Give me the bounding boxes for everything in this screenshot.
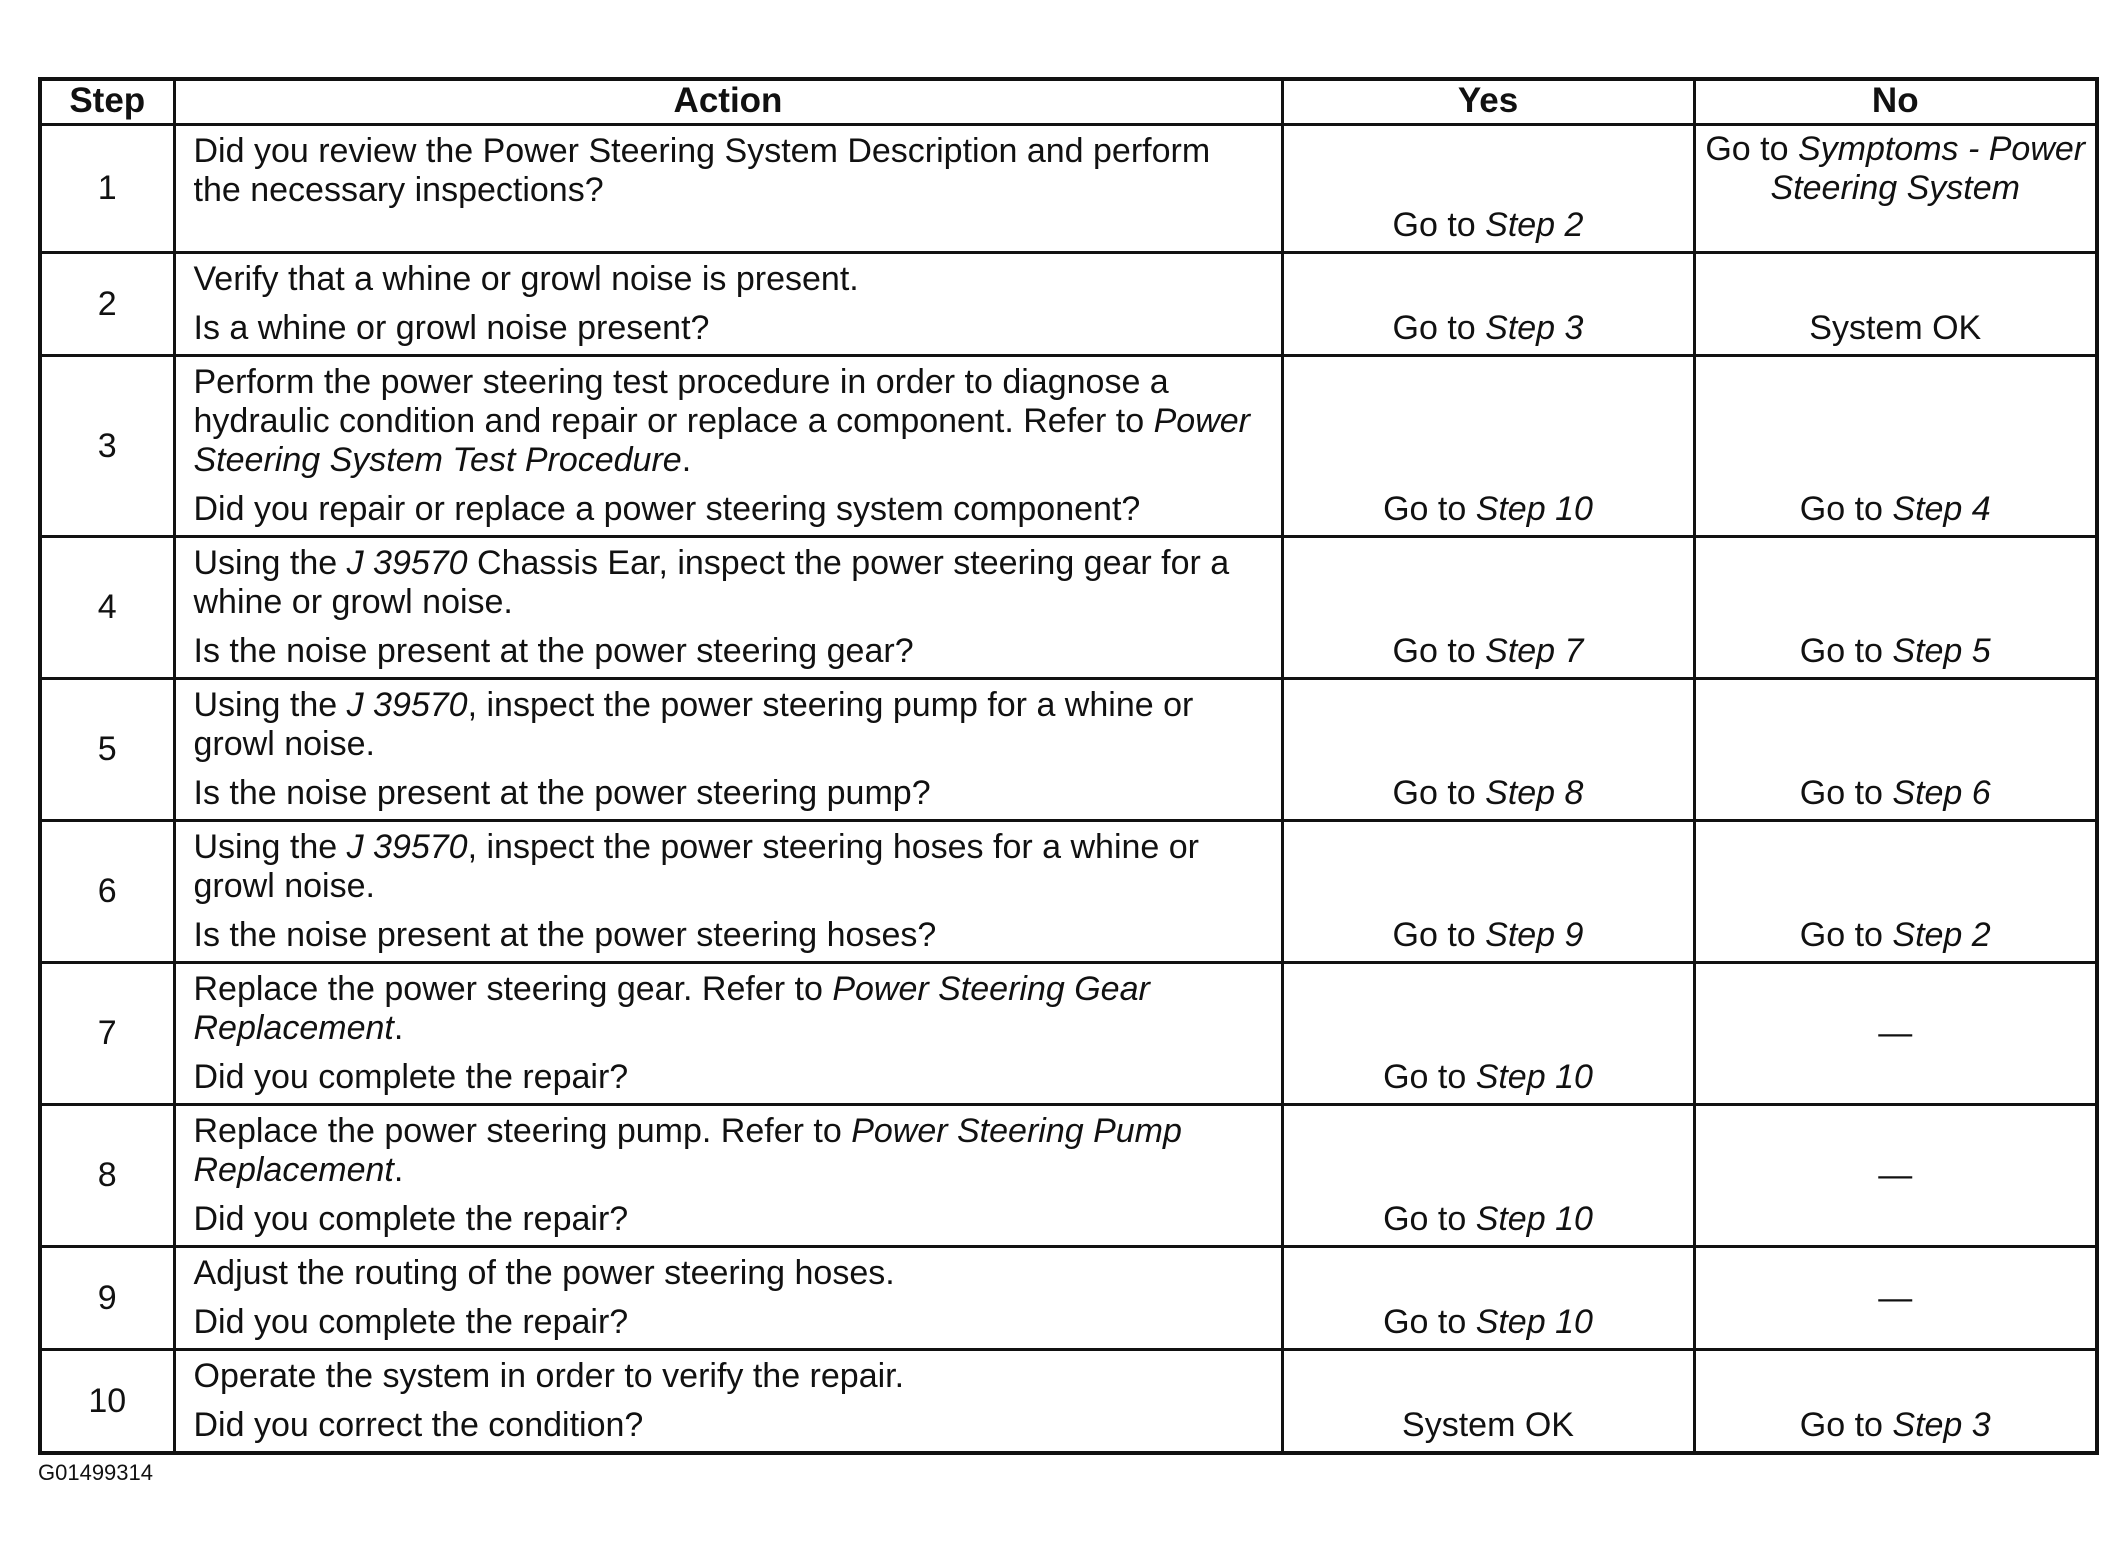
text-run: Replace the power steering pump. Refer to — [193, 1112, 852, 1150]
no-result — [1694, 356, 2097, 537]
action-cell — [174, 253, 1282, 356]
header-action: Action — [174, 79, 1282, 125]
text-run: , inspect the power steering hoses for a whine or growl noise. — [193, 828, 1199, 905]
action-paragraph — [194, 544, 1267, 622]
action-paragraph — [194, 309, 1267, 348]
action-cell — [174, 1247, 1282, 1350]
action-paragraph — [194, 1357, 1267, 1396]
text-run: Go to — [1392, 632, 1486, 670]
action-paragraph — [194, 490, 1267, 529]
italic-reference: Step 10 — [1475, 1303, 1593, 1341]
action-paragraph — [194, 1303, 1267, 1342]
action-cell — [174, 125, 1282, 253]
no-result — [1694, 1350, 2097, 1454]
action-cell — [174, 679, 1282, 821]
text-run: Did you complete the repair? — [193, 1303, 629, 1341]
header-step: Step — [40, 79, 174, 125]
action-paragraph — [194, 260, 1267, 299]
table-row — [40, 125, 2097, 253]
action-paragraph — [194, 1254, 1267, 1293]
text-run: Is the noise present at the power steering gear? — [193, 632, 914, 670]
text-run: Did you complete the repair? — [193, 1200, 629, 1238]
yes-result — [1282, 356, 1694, 537]
no-result — [1694, 125, 2097, 253]
text-run: Using the — [193, 828, 347, 866]
dash-mark: — — [1878, 1014, 1913, 1052]
yes-result — [1282, 1105, 1694, 1247]
table-row — [40, 1247, 2097, 1350]
text-run: . — [681, 441, 692, 479]
no-result — [1694, 1247, 2097, 1350]
step-number: 8 — [40, 1105, 174, 1247]
yes-result — [1282, 963, 1694, 1105]
step-number: 1 — [40, 125, 174, 253]
text-run: . — [393, 1009, 404, 1047]
diagnostic-table — [38, 77, 2099, 1455]
text-run: . — [393, 1151, 404, 1189]
dash-mark: — — [1878, 1156, 1913, 1194]
text-run: Did you review the Power Steering System Description and perform the necessary inspections? — [193, 132, 1211, 209]
action-paragraph — [194, 1200, 1267, 1239]
table-row — [40, 537, 2097, 679]
text-run: Go to — [1705, 130, 1798, 168]
text-run: Go to — [1799, 632, 1893, 670]
text-run: Did you complete the repair? — [193, 1058, 629, 1096]
yes-result — [1282, 679, 1694, 821]
italic-reference: Step 3 — [1485, 309, 1584, 347]
text-run: Is the noise present at the power steering hoses? — [193, 916, 937, 954]
step-number: 10 — [40, 1350, 174, 1454]
header-yes: Yes — [1282, 79, 1694, 125]
text-run: Did you correct the condition? — [193, 1406, 644, 1444]
table-row — [40, 679, 2097, 821]
action-paragraph — [194, 686, 1267, 764]
dash-mark: — — [1878, 1278, 1913, 1317]
step-number: 5 — [40, 679, 174, 821]
italic-reference: Step 2 — [1485, 206, 1584, 244]
italic-reference: Step 4 — [1892, 490, 1991, 528]
text-run: Adjust the routing of the power steering hoses. — [193, 1254, 895, 1292]
text-run: Go to — [1392, 774, 1486, 812]
text-run: Go to — [1799, 916, 1893, 954]
yes-result — [1282, 1350, 1694, 1454]
action-cell — [174, 963, 1282, 1105]
table-row — [40, 821, 2097, 963]
text-run: System OK — [1402, 1406, 1574, 1444]
text-run: System OK — [1809, 309, 1982, 347]
italic-reference: Step 3 — [1892, 1406, 1991, 1444]
action-cell — [174, 356, 1282, 537]
table-row — [40, 253, 2097, 356]
text-run: , inspect the power steering pump for a whine or growl noise. — [193, 686, 1194, 763]
italic-reference: Step 2 — [1892, 916, 1991, 954]
italic-reference: Step 6 — [1892, 774, 1991, 812]
table-row — [40, 356, 2097, 537]
text-run: Chassis Ear, inspect the power steering gear for a whine or growl noise. — [193, 544, 1230, 621]
text-run: Go to — [1383, 1058, 1476, 1096]
figure-id: G01499314 — [38, 1460, 153, 1485]
text-run: Go to — [1383, 1303, 1476, 1341]
italic-reference: J 39570 — [346, 828, 468, 866]
action-paragraph — [194, 132, 1267, 210]
text-run: Verify that a whine or growl noise is present. — [193, 260, 859, 298]
italic-reference: Step 9 — [1485, 916, 1584, 954]
text-run: Go to — [1392, 206, 1486, 244]
no-result — [1694, 679, 2097, 821]
table-row — [40, 963, 2097, 1105]
text-run: Go to — [1392, 309, 1486, 347]
table-row — [40, 1105, 2097, 1247]
action-cell — [174, 1105, 1282, 1247]
text-run: Go to — [1383, 1200, 1476, 1238]
italic-reference: Power Steering Pump Replacement — [193, 1112, 1182, 1189]
text-run: Is a whine or growl noise present? — [193, 309, 710, 347]
no-result — [1694, 253, 2097, 356]
step-number: 4 — [40, 537, 174, 679]
italic-reference: Step 10 — [1475, 490, 1593, 528]
no-result — [1694, 821, 2097, 963]
italic-reference: Symptoms - Power Steering System — [1770, 130, 2086, 207]
step-number: 3 — [40, 356, 174, 537]
action-paragraph — [194, 970, 1267, 1048]
action-cell — [174, 821, 1282, 963]
table-row — [40, 1350, 2097, 1454]
no-result — [1694, 1105, 2097, 1247]
action-paragraph — [194, 1406, 1267, 1445]
yes-result — [1282, 253, 1694, 356]
italic-reference: Power Steering System Test Procedure — [193, 402, 1250, 479]
action-paragraph — [194, 916, 1267, 955]
action-paragraph — [194, 1058, 1267, 1097]
text-run: Go to — [1799, 774, 1893, 812]
action-paragraph — [194, 363, 1267, 480]
yes-result — [1282, 1247, 1694, 1350]
text-run: Go to — [1799, 1406, 1893, 1444]
action-paragraph — [194, 632, 1267, 671]
yes-result — [1282, 125, 1694, 253]
italic-reference: Step 7 — [1485, 632, 1584, 670]
italic-reference: Step 10 — [1475, 1058, 1593, 1096]
text-run: Go to — [1392, 916, 1486, 954]
header-no: No — [1694, 79, 2097, 125]
text-run: Replace the power steering gear. Refer to — [193, 970, 833, 1008]
italic-reference: Power Steering Gear Replacement — [193, 970, 1150, 1047]
italic-reference: J 39570 — [346, 686, 468, 724]
no-result — [1694, 963, 2097, 1105]
text-run: Go to — [1383, 490, 1476, 528]
action-cell — [174, 1350, 1282, 1454]
text-run: Operate the system in order to verify the repair. — [193, 1357, 905, 1395]
italic-reference: J 39570 — [346, 544, 468, 582]
step-number: 6 — [40, 821, 174, 963]
table-body — [40, 125, 2097, 1454]
yes-result — [1282, 821, 1694, 963]
text-run: Is the noise present at the power steering pump? — [193, 774, 931, 812]
step-number: 9 — [40, 1247, 174, 1350]
no-result — [1694, 537, 2097, 679]
text-run: Did you repair or replace a power steering system component? — [193, 490, 1141, 528]
step-number: 2 — [40, 253, 174, 356]
action-paragraph — [194, 774, 1267, 813]
italic-reference: Step 8 — [1485, 774, 1584, 812]
text-run: Go to — [1799, 490, 1893, 528]
text-run: Using the — [193, 544, 347, 582]
italic-reference: Step 5 — [1892, 632, 1991, 670]
italic-reference: Step 10 — [1475, 1200, 1593, 1238]
action-cell — [174, 537, 1282, 679]
action-paragraph — [194, 1112, 1267, 1190]
step-number: 7 — [40, 963, 174, 1105]
yes-result — [1282, 537, 1694, 679]
text-run: Using the — [193, 686, 347, 724]
action-paragraph — [194, 828, 1267, 906]
header-row — [40, 79, 2097, 125]
text-run: Perform the power steering test procedure in order to diagnose a hydraulic condition and repair or replace a component. Refer to — [193, 363, 1169, 440]
